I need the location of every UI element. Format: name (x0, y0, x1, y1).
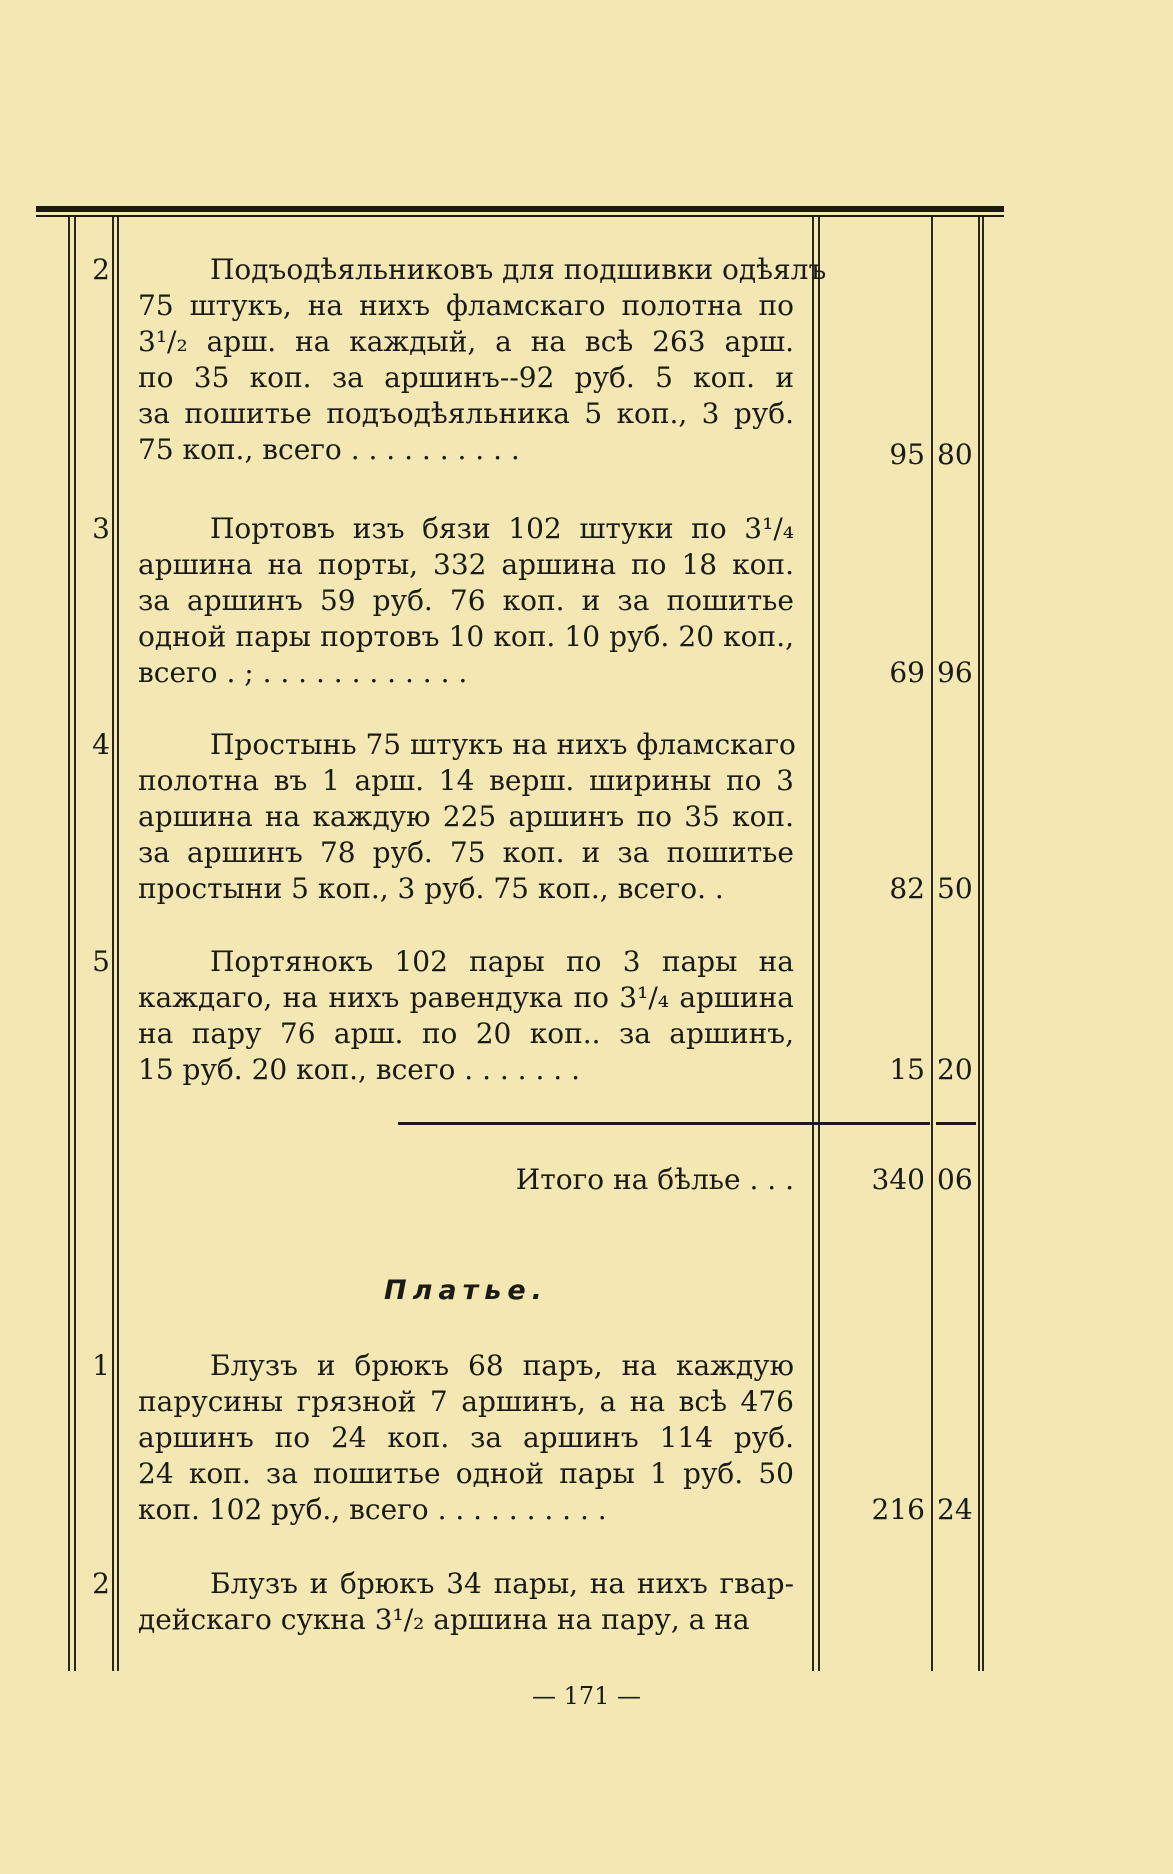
entry-line: за аршинъ 59 руб. 76 коп. и за пошитье (138, 584, 794, 617)
entry-line: каждаго, на нихъ равендука по 3¹/₄ аршина (138, 981, 794, 1014)
entry-number: 5 (92, 945, 110, 978)
entry-line: на пару 76 арш. по 20 коп.. за аршинъ, (138, 1017, 794, 1050)
section-title: Платье. (384, 1275, 548, 1306)
top-thick-rule (36, 206, 1004, 212)
entry-line: аршина на каждую 225 аршинъ по 35 коп. (138, 800, 794, 833)
entry-line: Портовъ изъ бязи 102 штуки по 3¹/₄ (210, 512, 794, 545)
amount-rubles: 15 (889, 1053, 925, 1086)
kopecks-column-rule (978, 217, 980, 1671)
entry-number: 4 (92, 728, 110, 761)
entry-line: 15 руб. 20 коп., всего . . . . . . . (138, 1053, 580, 1086)
entry-line: 24 коп. за пошитье одной пары 1 руб. 50 (138, 1457, 794, 1490)
entry-line: аршинъ по 24 коп. за аршинъ 114 руб. (138, 1421, 794, 1454)
entry-line: аршина на порты, 332 аршина по 18 коп. (138, 548, 794, 581)
amount-rubles: 82 (889, 872, 925, 905)
entry-line: Простынь 75 штукъ на нихъ фламскаго (210, 728, 796, 761)
subtotal-rule (398, 1122, 930, 1125)
entry-line: Блузъ и брюкъ 68 паръ, на каждую (210, 1349, 794, 1382)
entry-text (138, 1566, 794, 1638)
subtotal-kopecks: 06 (937, 1163, 973, 1196)
entry-line: Портянокъ 102 пары по 3 пары на (210, 945, 794, 978)
entry-line: дейскаго сукна 3¹/₂ аршина на пару, а на (138, 1603, 750, 1636)
amount-kopecks: 80 (937, 438, 973, 471)
amount-kopecks: 96 (937, 656, 973, 689)
amount-rubles: 95 (889, 438, 925, 471)
right-border-line (982, 217, 984, 1671)
left-border-line (68, 217, 70, 1671)
entry-text (138, 727, 794, 907)
entry-line: 75 коп., всего . . . . . . . . . . (138, 433, 520, 466)
amount-kopecks: 20 (937, 1053, 973, 1086)
left-border-line-inner (74, 217, 76, 1671)
amount-kopecks: 50 (937, 872, 973, 905)
entry-number: 1 (92, 1349, 110, 1382)
entry-text (138, 1348, 794, 1528)
subtotal-rubles: 340 (871, 1163, 925, 1196)
entry-text (138, 511, 794, 691)
number-column-rule (112, 217, 114, 1671)
entry-text (138, 944, 794, 1088)
entry-line: простыни 5 коп., 3 руб. 75 коп., всего. . (138, 872, 724, 905)
page-number: — 171 — (531, 1682, 642, 1710)
amount-kopecks: 24 (937, 1493, 973, 1526)
entry-line: 75 штукъ, на нихъ фламскаго полотна по (138, 289, 794, 322)
entry-number: 3 (92, 512, 110, 545)
entry-line: парусины грязной 7 аршинъ, а на всѣ 476 (138, 1385, 794, 1418)
entry-line: за пошитье подъодѣяльника 5 коп., 3 руб. (138, 397, 794, 430)
entry-line: Подъодѣяльниковъ для подшивки одѣялъ (210, 253, 827, 286)
number-column-rule-inner (117, 217, 119, 1671)
entry-line: за аршинъ 78 руб. 75 коп. и за пошитье (138, 836, 794, 869)
entry-line: одной пары портовъ 10 коп. 10 руб. 20 коп., (138, 620, 794, 653)
entry-line: полотна въ 1 арш. 14 верш. ширины по 3 (138, 764, 794, 797)
entry-text (138, 252, 827, 468)
text-column-rule-inner (818, 217, 820, 1671)
entry-number: 2 (92, 1567, 110, 1600)
text-column-rule (812, 217, 814, 1671)
entry-number: 2 (92, 253, 110, 286)
subtotal-label: Итого на бѣлье . . . (515, 1163, 794, 1196)
entry-line: Блузъ и брюкъ 34 пары, на нихъ гвар- (210, 1567, 794, 1600)
entry-line: 3¹/₂ арш. на каждый, а на всѣ 263 арш. (138, 325, 794, 358)
top-thin-rule (36, 215, 1004, 217)
rubles-column-rule (931, 217, 933, 1671)
amount-rubles: 216 (871, 1493, 925, 1526)
entry-line: по 35 коп. за аршинъ--92 руб. 5 коп. и (138, 361, 794, 394)
subtotal-rule-kopecks (936, 1122, 976, 1125)
entry-line: коп. 102 руб., всего . . . . . . . . . . (138, 1493, 607, 1526)
entry-line: всего . ; . . . . . . . . . . . . (138, 656, 468, 689)
amount-rubles: 69 (889, 656, 925, 689)
